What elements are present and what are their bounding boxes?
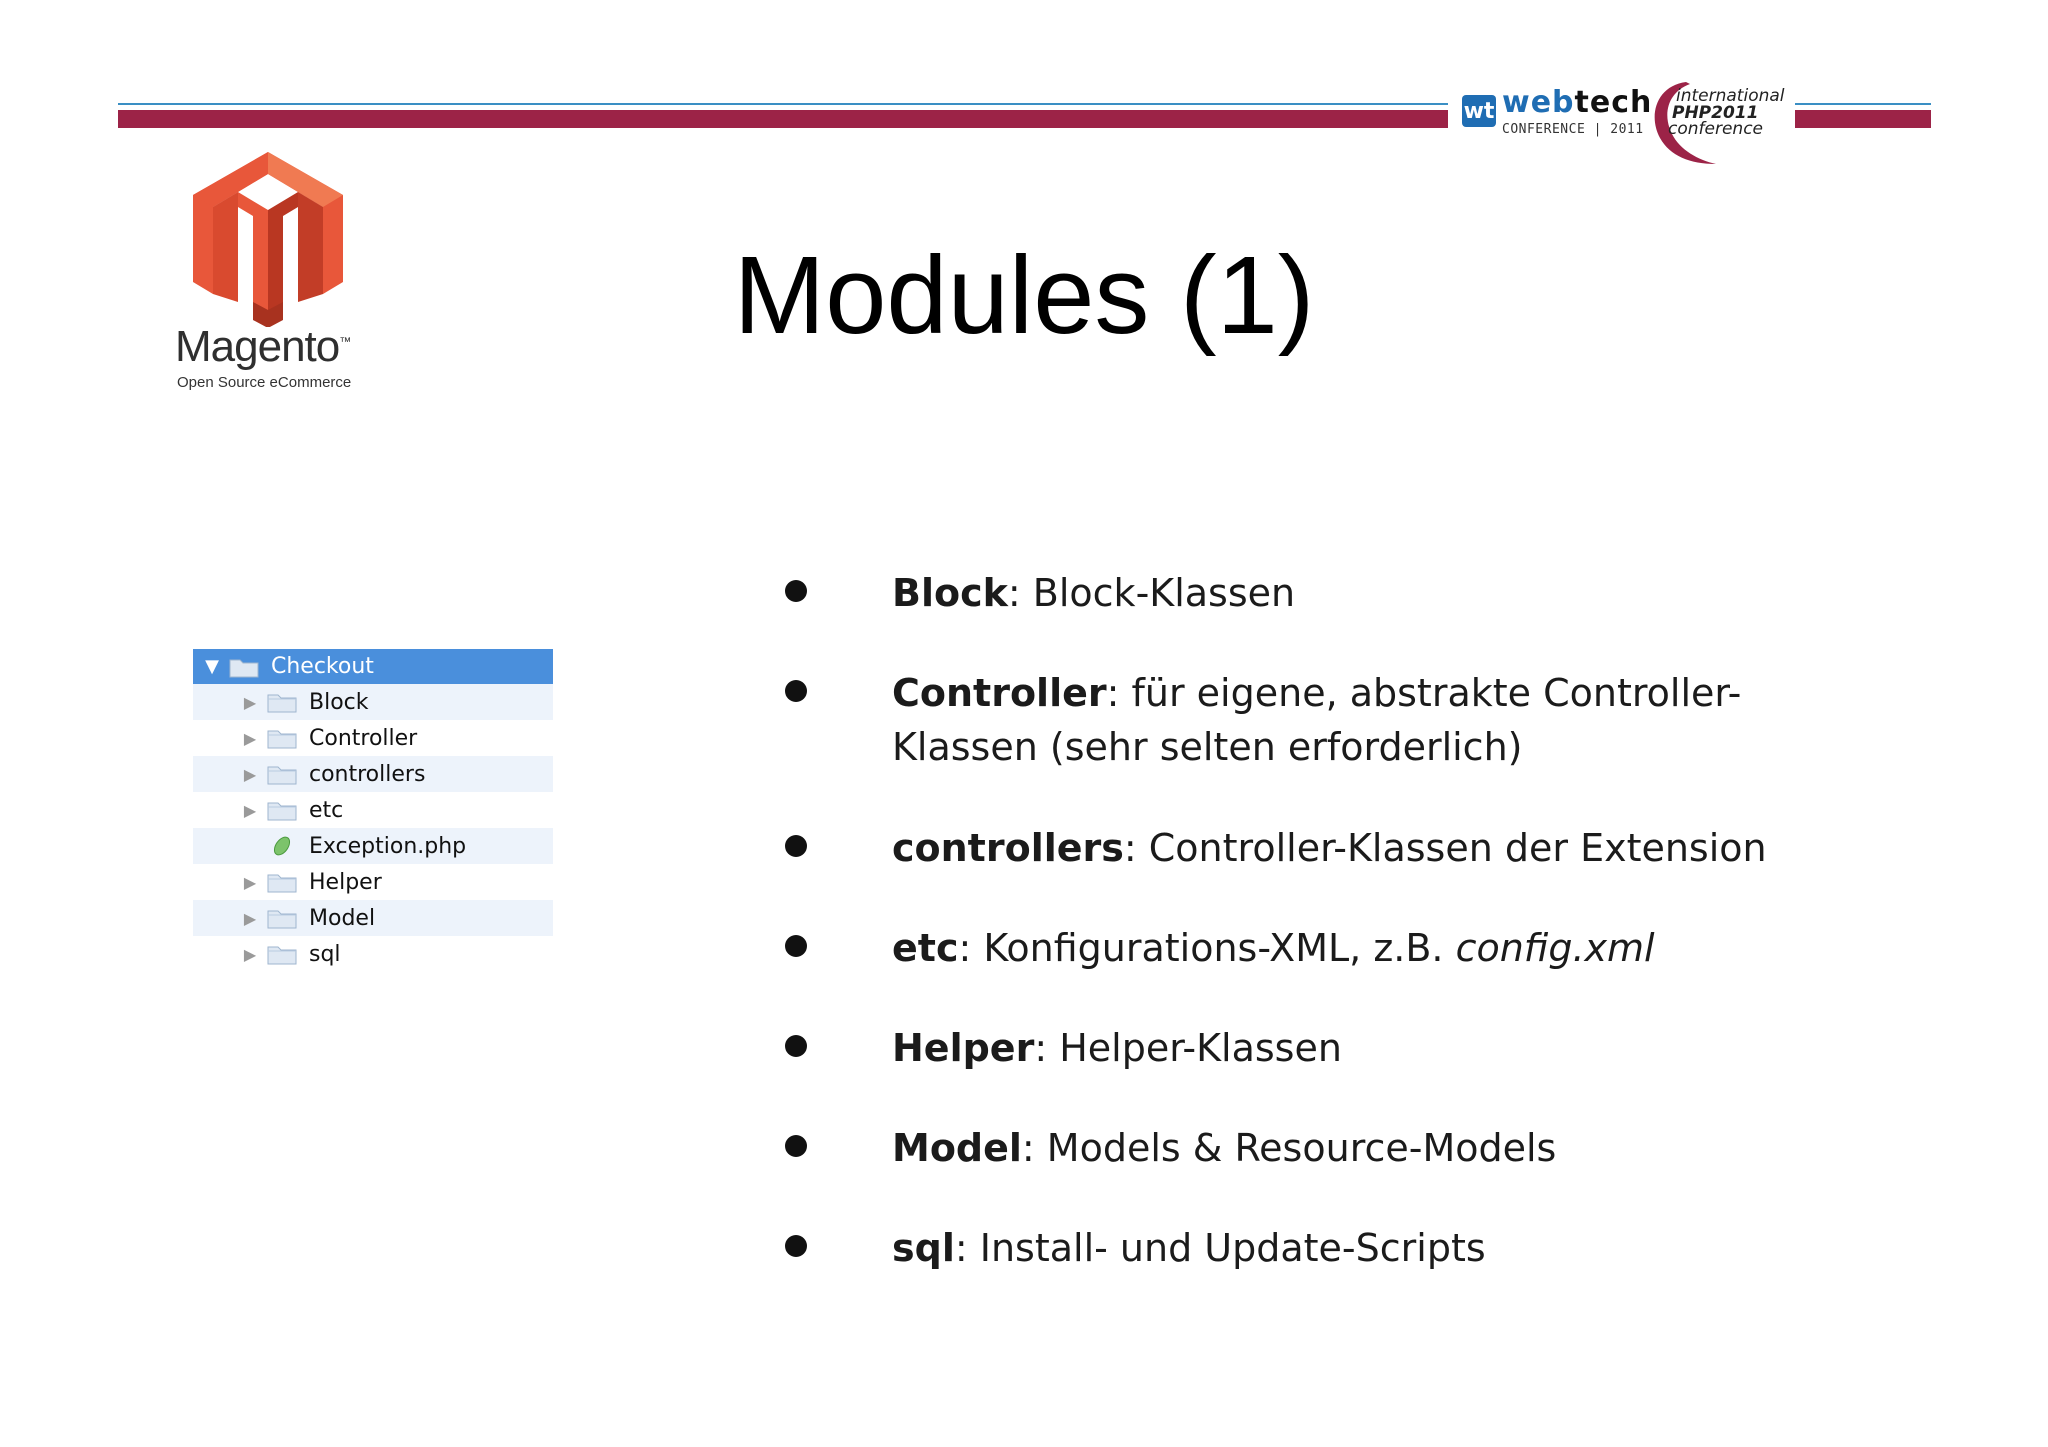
bullet-description: : für eigene, abstrakte Controller- — [1106, 671, 1742, 715]
php-line2: PHP2011 — [1672, 103, 1759, 123]
tree-item-label: Model — [309, 905, 376, 931]
tree-item[interactable] — [193, 828, 553, 864]
tree-item[interactable] — [193, 756, 553, 792]
expanded-triangle-icon[interactable]: ▼ — [205, 656, 219, 677]
bullet-item — [780, 1121, 1980, 1175]
php-conference-logo — [1646, 76, 1796, 166]
folder-icon — [229, 656, 259, 678]
header-rule-red-left — [118, 110, 1448, 128]
header-rule-blue-right — [1795, 103, 1931, 105]
tree-item[interactable] — [193, 684, 553, 720]
bullet-dot-icon — [785, 680, 807, 702]
tree-root-checkout[interactable] — [193, 649, 553, 684]
header-rule-blue-left — [118, 103, 1448, 105]
bullet-description: : Block-Klassen — [1007, 571, 1296, 615]
file-tree — [193, 649, 553, 972]
bullet-text — [892, 921, 1655, 975]
tree-root-label: Checkout — [271, 654, 374, 679]
bullet-description: : Controller-Klassen der Extension — [1123, 826, 1767, 870]
bullet-dot-icon — [785, 935, 807, 957]
webtech-subtitle: CONFERENCE | 2011 — [1502, 122, 1644, 137]
php-line1: international — [1676, 86, 1785, 106]
bullet-description: : Konfigurations-XML, z.B. — [958, 926, 1456, 970]
folder-icon — [267, 763, 297, 785]
bullet-item — [780, 1221, 1980, 1275]
disclosure-triangle-icon[interactable]: ▶ — [243, 908, 257, 928]
magento-wordmark: Magento™ — [175, 322, 351, 371]
bullet-dot-icon — [785, 580, 807, 602]
bullet-description: : Helper-Klassen — [1034, 1026, 1342, 1070]
php-file-icon — [267, 835, 297, 857]
bullet-term: sql — [892, 1226, 955, 1270]
folder-icon — [267, 727, 297, 749]
tree-item-label: controllers — [309, 761, 426, 787]
disclosure-triangle-icon[interactable]: ▶ — [243, 728, 257, 748]
tree-item-label: Exception.php — [309, 833, 467, 859]
webtech-icon: wt — [1462, 95, 1496, 127]
bullet-item — [780, 666, 1980, 774]
bullet-item — [780, 1021, 1980, 1075]
folder-icon — [267, 799, 297, 821]
tree-item-label: Controller — [309, 725, 418, 751]
disclosure-triangle-icon[interactable]: ▶ — [243, 764, 257, 784]
bullet-text — [892, 1221, 1486, 1275]
disclosure-triangle-icon[interactable]: ▶ — [243, 872, 257, 892]
bullet-dot-icon — [785, 1035, 807, 1057]
bullet-text — [892, 566, 1295, 620]
disclosure-triangle-icon[interactable]: ▶ — [243, 944, 257, 964]
tree-item[interactable] — [193, 864, 553, 900]
disclosure-triangle-icon[interactable]: ▶ — [243, 692, 257, 712]
bullet-description-continued: Klassen (sehr selten erforderlich) — [892, 725, 1523, 769]
tree-item-label: etc — [309, 797, 344, 823]
webtech-conference-logo — [1462, 85, 1653, 137]
disclosure-triangle-icon[interactable]: ▶ — [243, 800, 257, 820]
magento-tagline: Open Source eCommerce — [177, 374, 352, 391]
folder-icon — [267, 871, 297, 893]
tree-item[interactable] — [193, 720, 553, 756]
tree-item-label: Helper — [309, 869, 382, 895]
bullet-dot-icon — [785, 1235, 807, 1257]
bullet-description: : Models & Resource-Models — [1021, 1126, 1557, 1170]
bullet-term: controllers — [892, 826, 1124, 870]
folder-icon — [267, 943, 297, 965]
bullet-term: Block — [892, 571, 1008, 615]
bullet-text — [892, 666, 1741, 774]
bullet-text — [892, 1121, 1556, 1175]
folder-icon — [267, 691, 297, 713]
bullet-item — [780, 921, 1980, 975]
bullet-term: etc — [892, 926, 959, 970]
webtech-name: webtech — [1502, 85, 1653, 120]
folder-icon — [267, 907, 297, 929]
bullet-dot-icon — [785, 835, 807, 857]
tree-item-label: Block — [309, 689, 369, 715]
bullet-item — [780, 821, 1980, 875]
bullet-dot-icon — [785, 1135, 807, 1157]
bullet-term: Controller — [892, 671, 1107, 715]
tree-item[interactable] — [193, 900, 553, 936]
header-rule-red-right — [1795, 110, 1931, 128]
page-title: Modules (1) — [733, 234, 1315, 357]
php-line3: conference — [1668, 119, 1763, 139]
bullet-item — [780, 566, 1980, 620]
bullet-description-italic: config.xml — [1455, 926, 1655, 970]
tree-item-label: sql — [309, 941, 341, 967]
tree-item[interactable] — [193, 792, 553, 828]
bullet-term: Model — [892, 1126, 1022, 1170]
bullet-description: : Install- und Update-Scripts — [954, 1226, 1486, 1270]
tree-item[interactable] — [193, 936, 553, 972]
bullet-text — [892, 1021, 1342, 1075]
bullet-term: Helper — [892, 1026, 1035, 1070]
bullet-text — [892, 821, 1767, 875]
